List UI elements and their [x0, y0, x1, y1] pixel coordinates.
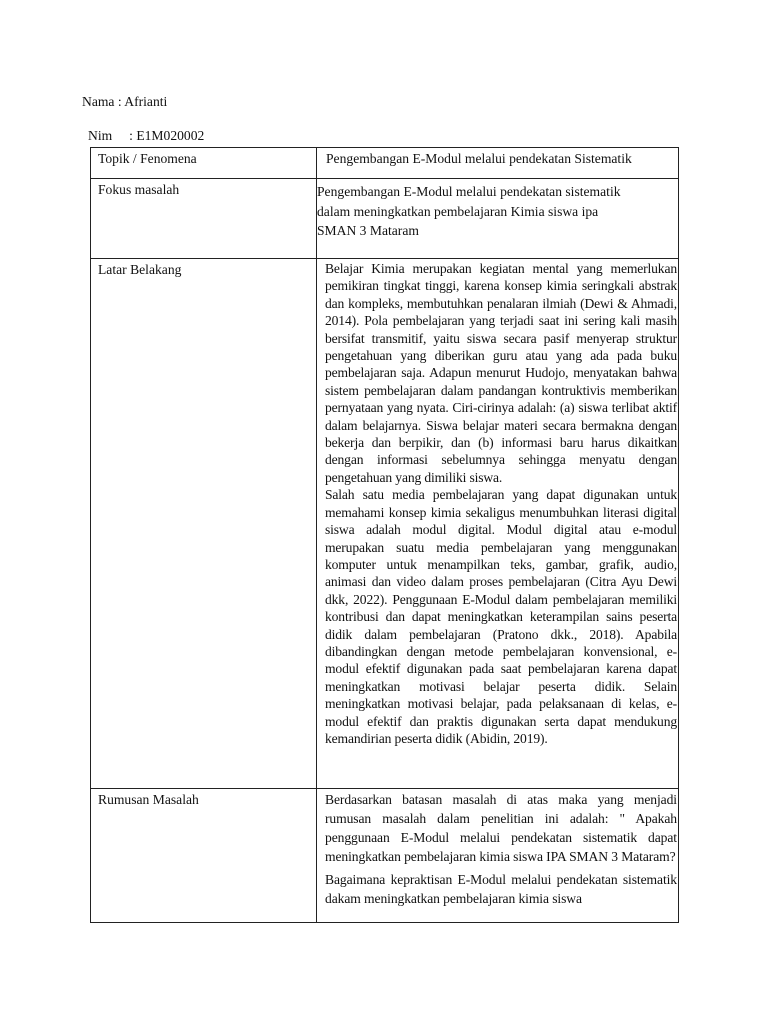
research-outline-table — [90, 147, 679, 923]
topik-cell — [317, 148, 679, 179]
latar-label: Latar Belakang — [91, 259, 317, 789]
rumusan-clip — [317, 789, 678, 917]
topik-value: Pengembangan E-Modul melalui pendekatan Sistematik — [326, 151, 632, 166]
table-row — [91, 148, 679, 179]
fokus-line: SMAN 3 Mataram — [317, 223, 419, 238]
table-row — [91, 789, 679, 923]
fokus-line: Pengembangan E-Modul melalui pendekatan sistematik — [317, 184, 621, 199]
fokus-cell — [317, 179, 679, 259]
table-row — [91, 259, 679, 789]
table-row — [91, 179, 679, 259]
rumusan-paragraph: Berdasarkan batasan masalah di atas maka yang menjadi rumusan masalah dalam penelitian ini adalah: " Apakah penggunaan E-Modul melalui pendekatan sistematik dapat meningkatkan pembelajaran kimia siswa IPA SMAN 3 Mataram? — [325, 792, 677, 864]
latar-cell — [317, 259, 679, 789]
fokus-label: Fokus masalah — [91, 179, 317, 259]
latar-text — [317, 259, 678, 747]
rumusan-paragraph: Bagaimana kepraktisan E-Modul melalui pendekatan sistematik dakam meningkatkan pembelajaran kimia siswa — [325, 872, 677, 906]
student-id: Nim : E1M020002 — [88, 128, 205, 143]
student-name: Nama : Afrianti — [82, 94, 168, 109]
rumusan-text — [317, 789, 678, 908]
latar-paragraph: Salah satu media pembelajaran yang dapat digunakan untuk memahami konsep kimia sekaligus menumbuhkan literasi digital siswa adalah modul digital. Modul digital atau e-modul merupakan suatu media pembelajaran yang menggunakan komputer untuk menampilkan teks, gambar, grafik, audio, animasi dan video dalam proses pembelajaran (Citra Ayu Dewi dkk, 2022). Penggunaan E-Modul dalam pembelajaran memiliki kontribusi dan dapat meningkatkan keterampilan sains peserta didik dalam pembelajaran (Pratono dkk., 2018). Apabila dibandingkan dengan metode pembelajaran konvensional, e-modul efektif digunakan pada saat pembelajaran karena dapat meningkatkan motivasi belajar peserta didik. Selain meningkatkan motivasi belajar, pada pelaksanaan di kelas, e-modul efektif dan praktis digunakan serta dapat mendukung kemandirian peserta didik (Abidin, 2019). — [325, 487, 677, 746]
fokus-line: dalam meningkatkan pembelajaran Kimia siswa ipa — [317, 203, 599, 219]
rumusan-cell — [317, 789, 679, 923]
fokus-text — [317, 179, 678, 241]
rumusan-label: Rumusan Masalah — [91, 789, 317, 923]
latar-paragraph: Belajar Kimia merupakan kegiatan mental yang memerlukan pemikiran tingkat tinggi, karena konsep kimia seringkali abstrak dan kompleks, membutuhkan penalaran ilmiah (Dewi & Ahmadi, 2014). Pola pembelajaran yang terjadi saat ini sering kali masih bersifat transmitif, yaitu siswa secara pasif menyerap struktur pengetahuan yang diberikan guru atau yang ada pada buku pembelajaran saja. Adapun menurut Hudojo, menyatakan bahwa sistem pembelajaran dalam pandangan kontruktivis memberikan pernyataan yang nyata. Ciri-cirinya adalah: (a) siswa terlibat aktif dalam belajarnya. Siswa belajar materi secara bermakna dengan bekerja dan berpikir, dan (b) informasi baru harus dikaitkan dengan informasi sebelumnya sehingga menyatu dengan pengetahuan yang dimiliki siswa. — [325, 261, 677, 485]
topik-label: Topik / Fenomena — [91, 148, 317, 179]
